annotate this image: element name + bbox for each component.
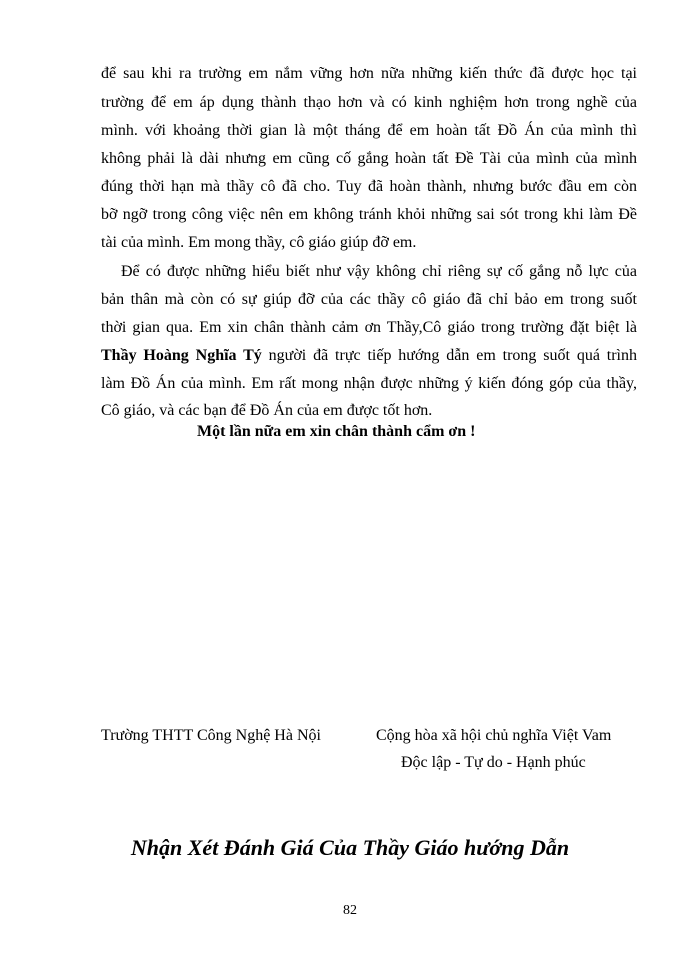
paragraph-line: đúng thời hạn mà thầy cô đã cho. Tuy đã hoàn thành, nhưng bước đầu em còn (101, 178, 637, 195)
closing-thanks: Một lần nữa em xin chân thành cẩm ơn ! (197, 423, 476, 440)
paragraph-line: không phải là dài nhưng em cũng cố gắng hoàn tất Đề Tài của mình của mình (101, 150, 637, 167)
paragraph-line: mình. với khoảng thời gian là một tháng để em hoàn tất Đồ Án của mình thì (101, 122, 637, 139)
paragraph-line: Để có được những hiểu biết như vậy không chỉ riêng sự cố gắng nỗ lực của (121, 263, 637, 280)
paragraph-line: tài của mình. Em mong thầy, cô giáo giúp đỡ em. (101, 234, 417, 251)
paragraph-line: thời gian qua. Em xin chân thành cảm ơn Thầy,Cô giáo trong trường đặt biệt là (101, 319, 637, 336)
paragraph-line: để sau khi ra trường em nắm vững hơn nữa những kiến thức đã được học tại (101, 65, 637, 82)
school-name: Trường THTT Công Nghệ Hà Nội (101, 727, 321, 744)
national-title: Cộng hòa xã hội chủ nghĩa Việt Vam (376, 727, 612, 744)
paragraph-line: Cô giáo, và các bạn để Đồ Án của em được tốt hơn. (101, 402, 433, 419)
paragraph-line: bỡ ngỡ trong công việc nên em không tránh khỏi những sai sót trong khi làm Đề (101, 206, 637, 223)
paragraph-line-rest: người đã trực tiếp hướng dẫn em trong suốt quá trình (261, 347, 637, 364)
paragraph-line: làm Đồ Án của mình. Em rất mong nhận được những ý kiến đóng góp của thầy, (101, 375, 637, 392)
paragraph-line: bản thân mà còn có sự giúp đỡ của các thầy cô giáo đã chỉ bảo em trong suốt (101, 291, 637, 308)
paragraph-line (101, 346, 637, 366)
national-motto: Độc lập - Tự do - Hạnh phúc (401, 754, 586, 771)
page-number: 82 (343, 903, 357, 918)
paragraph-line: trường để em áp dụng thành thạo hơn và có kinh nghiệm hơn trong nghề của (101, 94, 637, 111)
evaluation-title: Nhận Xét Đánh Giá Của Thầy Giáo hướng Dẫn (130, 835, 570, 860)
teacher-name: Thầy Hoàng Nghĩa Tý (101, 347, 262, 364)
